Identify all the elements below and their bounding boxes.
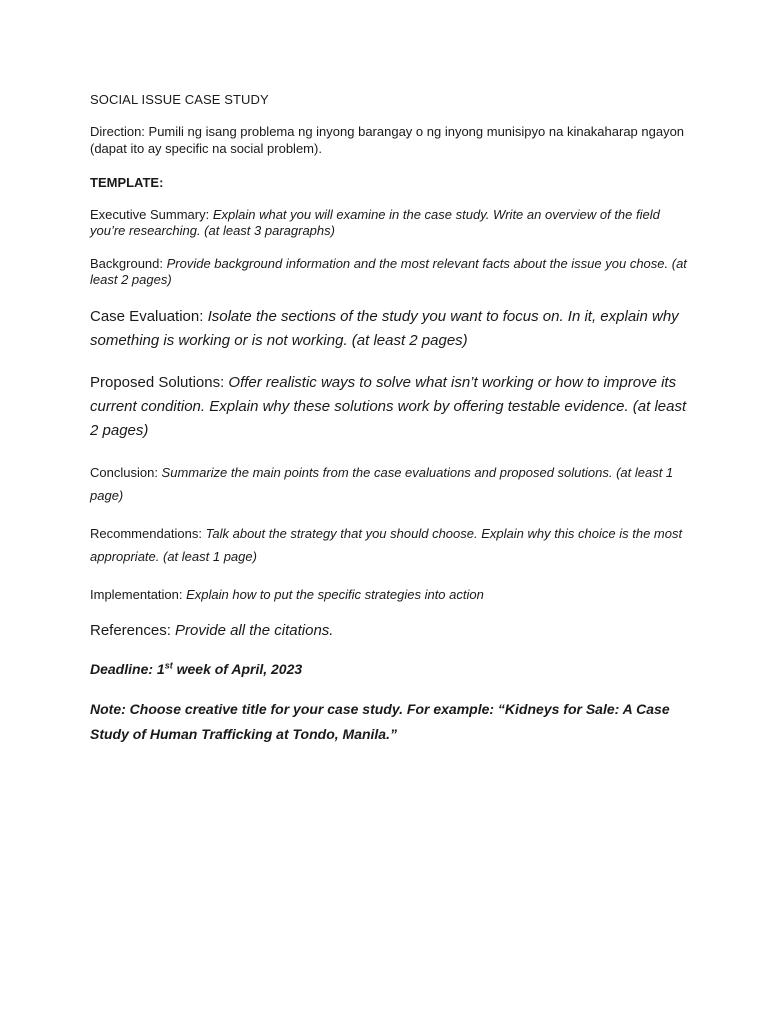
section-proposed-solutions [90,371,690,443]
section-description: Isolate the sections of the study you want to focus on. In it, explain why something is working or is not working. (at least 2 pages) [90,308,679,349]
section-label: Proposed Solutions: [90,374,229,391]
deadline-text [90,659,690,679]
section-description: Summarize the main points from the case evaluations and proposed solutions. (at least 1 page) [90,465,674,503]
document-page [90,92,690,747]
section-description: Provide all the citations. [175,622,334,639]
section-background [90,256,690,288]
section-label: Case Evaluation: [90,308,208,325]
section-implementation [90,583,690,606]
section-label: Conclusion: [90,465,162,480]
section-description: Talk about the strategy that you should choose. Explain why this choice is the most appropriate. (at least 1 page) [90,526,683,564]
section-description: Explain how to put the specific strategies into action [186,587,484,602]
section-description: Provide background information and the most relevant facts about the issue you chose. (at least 2 pages) [90,256,687,287]
section-description: Offer realistic ways to solve what isn’t working or how to improve its current condition. Explain why these solutions work by offering testable evidence. (at least 2 pages) [90,374,687,439]
deadline-ordinal: st [164,660,173,671]
section-label: Executive Summary: [90,207,213,222]
section-recommendations [90,522,690,568]
template-heading: TEMPLATE: [90,175,164,190]
note-text: Note: Choose creative title for your case study. For example: “Kidneys for Sale: A Case Study of Human Trafficking at Tondo, Manila.” [90,701,670,742]
document-title: SOCIAL ISSUE CASE STUDY [90,92,269,107]
deadline-suffix: week of April, 2023 [172,661,303,677]
section-label: References: [90,622,176,639]
section-label: Implementation: [90,587,187,602]
section-references [90,621,690,641]
section-label: Background: [90,256,167,271]
section-label: Recommendations: [90,526,206,541]
section-case-evaluation [90,305,690,353]
section-executive-summary [90,207,690,239]
section-description: Explain what you will examine in the case study. Write an overview of the field you’re researching. (at least 3 paragraphs) [90,207,660,238]
direction-text: Direction: Pumili ng isang problema ng inyong barangay o ng inyong munisipyo na kinakaharap ngayon (dapat ito ay specific na social problem). [90,124,685,156]
deadline-prefix: Deadline: 1 [90,661,165,677]
section-conclusion [90,461,690,507]
